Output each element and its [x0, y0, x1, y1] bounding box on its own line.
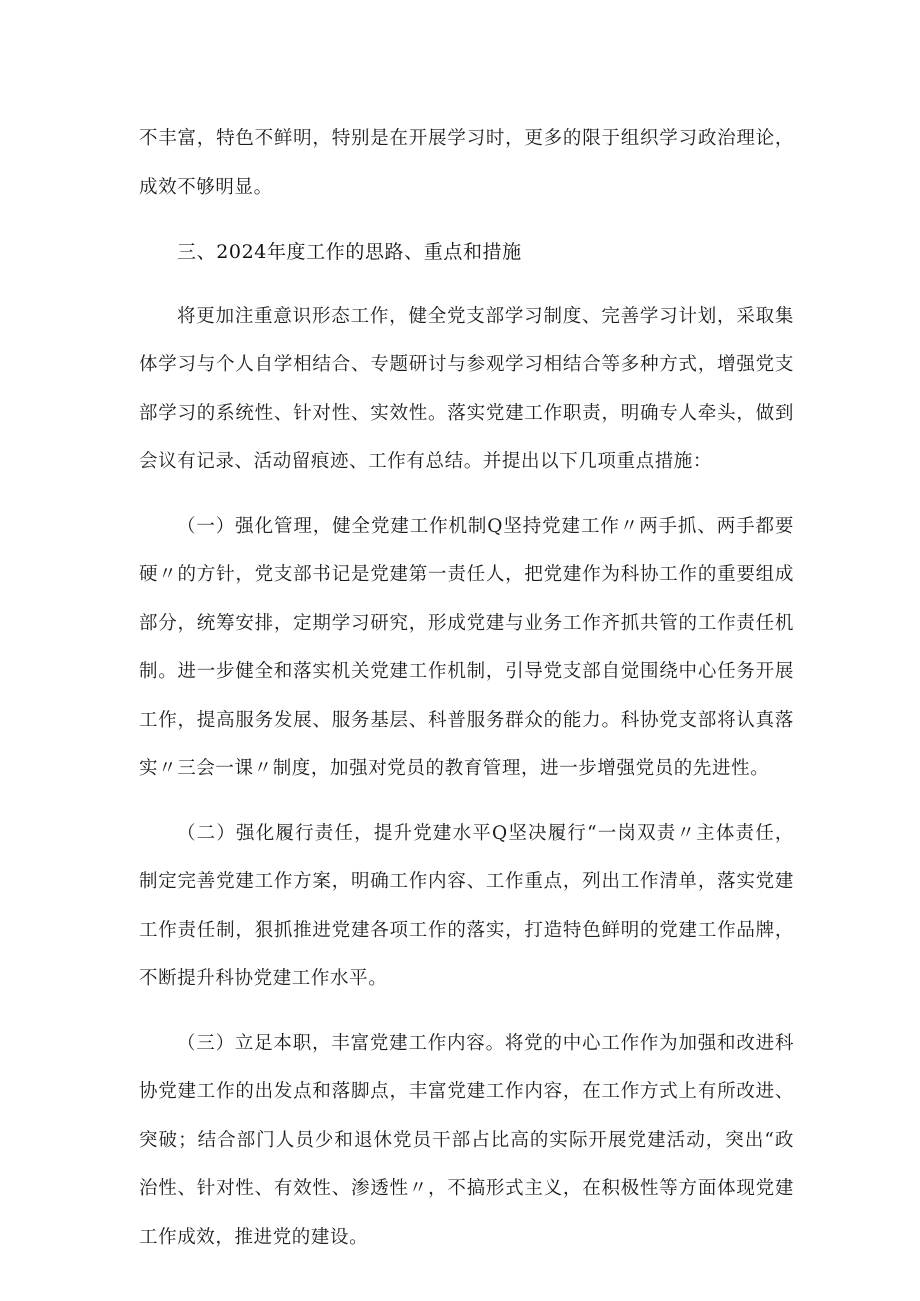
paragraph-gap — [139, 212, 794, 228]
paragraph-continuation: 不丰富，特色不鲜明，特别是在开展学习时，更多的限于组织学习政治理论，成效不够明显。 — [139, 128, 794, 198]
paragraph-measure-3: （三）立足本职，丰富党建工作内容。将党的中心工作作为加强和改进科协党建工作的出发点和落脚点，丰富党建工作内容，在工作方式上有所改进、突破；结合部门人员少和退休党员干部占比高的实际开展党建活动，突出“政治性、针对性、有效性、渗透性〃，不搞形式主义，在积极性等方面体现党建工作成效，推进党的建设。 — [139, 1032, 794, 1248]
document-body — [139, 115, 794, 1262]
paragraph-gap — [139, 277, 794, 293]
section-heading: 三、2024年度工作的思路、重点和措施 — [177, 241, 522, 263]
paragraph-gap — [139, 794, 794, 810]
paragraph-intro: 将更加注重意识形态工作，健全党支部学习制度、完善学习计划，采取集体学习与个人自学相结合、专题研讨与参观学习相结合等多种方式，增强党支部学习的系统性、针对性、实效性。落实党建工作职责，明确专人牵头，做到会议有记录、活动留痕迹、工作有总结。并提出以下几项重点措施： — [139, 305, 794, 472]
paragraph-gap — [139, 487, 794, 503]
paragraph-gap — [139, 1004, 794, 1020]
paragraph-measure-1: （一）强化管理，健全党建工作机制Q坚持党建工作〃两手抓、两手都要硬〃的方针，党支部书记是党建第一责任人，把党建作为科协工作的重要组成部分，统筹安排，定期学习研究，形成党建与业务工作齐抓共管的工作责任机制。进一步健全和落实机关党建工作机制，引导党支部自觉围绕中心任务开展工作，提高服务发展、服务基层、科普服务群众的能力。科协党支部将认真落实〃三会一课〃制度，加强对党员的教育管理，进一步增强党员的先进性。 — [139, 515, 794, 779]
paragraph-measure-2: （二）强化履行责任，提升党建水平Q坚决履行“一岗双责〃主体责任，制定完善党建工作方案，明确工作内容、工作重点，列出工作清单，落实党建工作责任制，狠抓推进党建各项工作的落实，打造特色鲜明的党建工作品牌，不断提升科协党建工作水平。 — [139, 822, 794, 989]
